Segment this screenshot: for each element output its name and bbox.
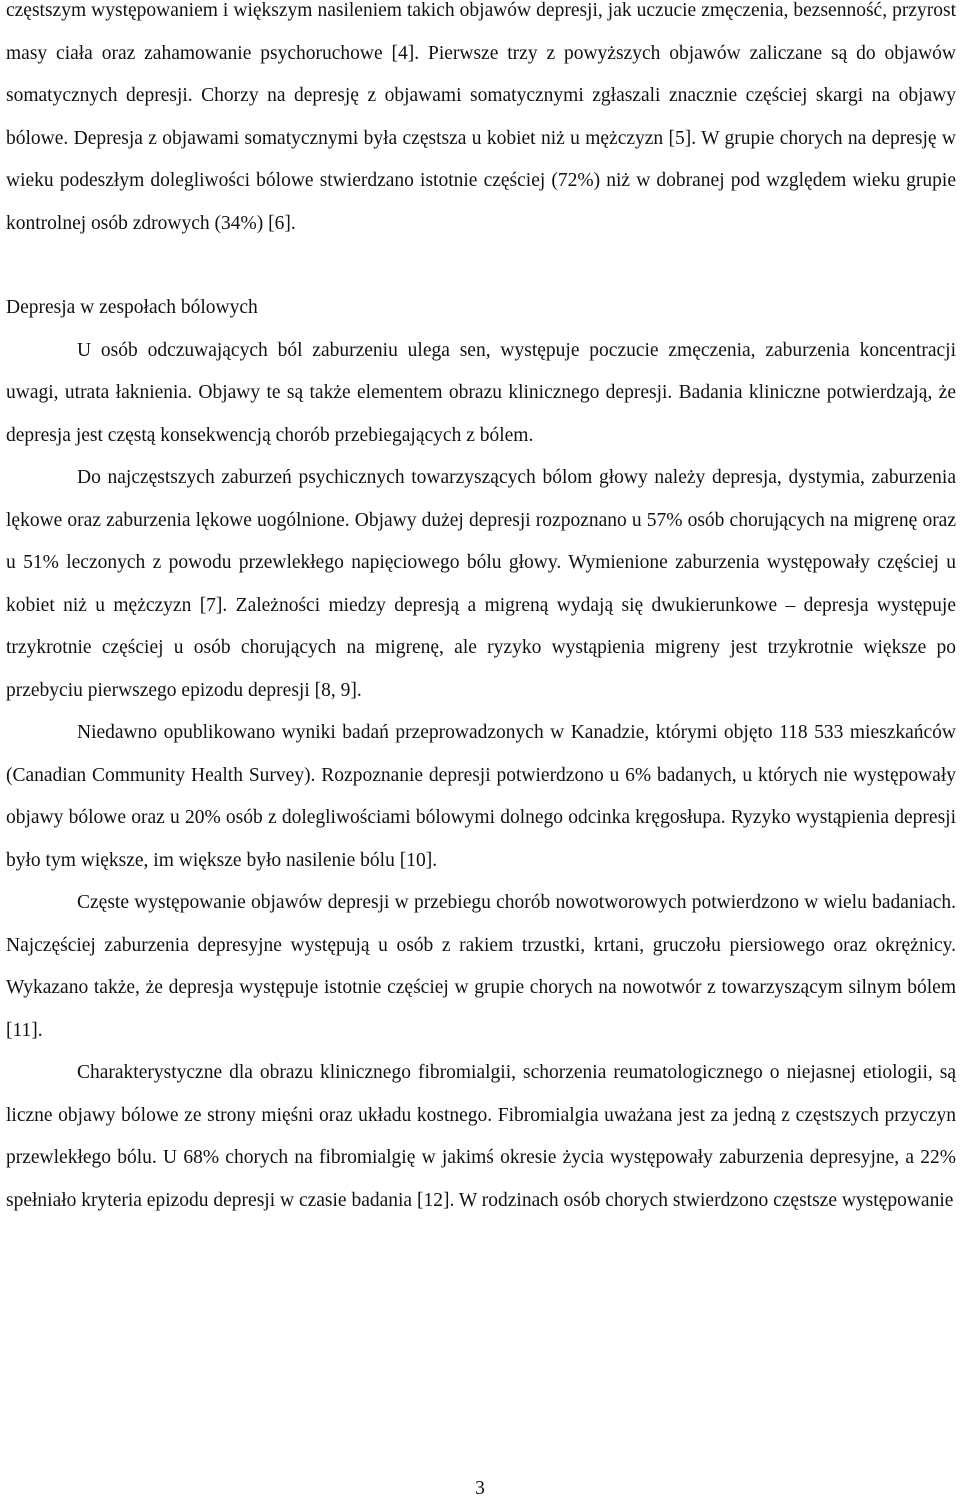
paragraph-pain-symptoms: U osób odczuwających ból zaburzeniu ulega sen, występuje poczucie zmęczenia, zaburzenia koncentracji uwagi, utrata łaknienia. Objawy te są także elementem obrazu klinicznego depresji. Badania kliniczne potwierdzają, że depresja jest częstą konsekwencją chorób przebiegających z bólem. <box>6 339 956 446</box>
paragraph-intro: częstszym występowaniem i większym nasileniem takich objawów depresji, jak uczucie zmęczenia, bezsenność, przyrost masy ciała oraz zahamowanie psychoruchowe [4]. Pierwsze trzy z powyższych objawów zaliczane są do objawów somatycznych depresji. Chorzy na depresję z objawami somatycznymi zgłaszali znacznie częściej skargi na objawy bólowe. Depresja z objawami somatycznymi była częstsza u kobiet niż u mężczyzn [5]. W grupie chorych na depresję w wieku podeszłym dolegliwości bólowe stwierdzano istotnie częściej (72%) niż w dobranej pod względem wieku grupie kontrolnej osób zdrowych (34%) [6]. <box>6 0 956 234</box>
section-heading: Depresja w zespołach bólowych <box>6 297 258 318</box>
paragraph-headache: Do najczęstszych zaburzeń psychicznych towarzyszących bólom głowy należy depresja, dystymia, zaburzenia lękowe oraz zaburzenia lękowe uogólnione. Objawy dużej depresji rozpoznano u 57% osób chorujących na migrenę oraz u 51% leczonych z powodu przewlekłego napięciowego bólu głowy. Wymienione zaburzenia występowały częściej u kobiet niż u mężczyzn [7]. Zależności miedzy depresją a migreną wydają się dwukierunkowe – depresja występuje trzykrotnie częściej u osób chorujących na migrenę, ale ryzyko wystąpienia migreny jest trzykrotnie większe po przebyciu pierwszego epizodu depresji [8, 9]. <box>6 467 956 701</box>
document-page <box>6 0 956 1222</box>
paragraph-cancer: Częste występowanie objawów depresji w przebiegu chorób nowotworowych potwierdzono w wielu badaniach. Najczęściej zaburzenia depresyjne występują u osób z rakiem trzustki, krtani, gruczołu piersiowego oraz okrężnicy. Wykazano także, że depresja występuje istotnie częściej w grupie chorych na nowotwór z towarzyszącym silnym bólem [11]. <box>6 892 956 1041</box>
page-number: 3 <box>475 1478 485 1499</box>
paragraph-fibromyalgia: Charakterystyczne dla obrazu klinicznego fibromialgii, schorzenia reumatologicznego o niejasnej etiologii, są liczne objawy bólowe ze strony mięśni oraz układu kostnego. Fibromialgia uważana jest za jedną z częstszych przyczyn przewlekłego bólu. U 68% chorych na fibromialgię w jakimś okresie życia występowały zaburzenia depresyjne, a 22% spełniało kryteria epizodu depresji w czasie badania [12]. W rodzinach osób chorych stwierdzono częstsze występowanie <box>6 1062 956 1211</box>
paragraph-canada-study: Niedawno opublikowano wyniki badań przeprowadzonych w Kanadzie, którymi objęto 118 533 mieszkańców (Canadian Community Health Survey). Rozpoznanie depresji potwierdzono u 6% badanych, u których nie występowały objawy bólowe oraz u 20% osób z dolegliwościami bólowymi dolnego odcinka kręgosłupa. Ryzyko wystąpienia depresji było tym większe, im większe było nasilenie bólu [10]. <box>6 722 956 871</box>
